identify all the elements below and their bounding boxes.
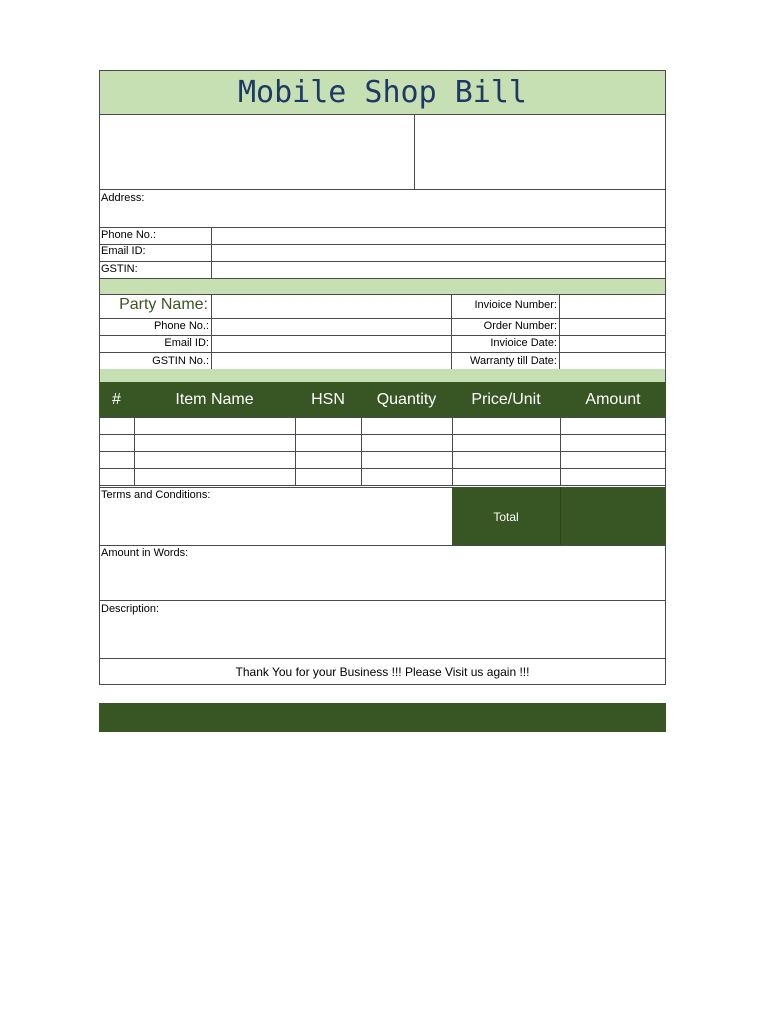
thank-you-row bbox=[99, 658, 666, 685]
row-price-cell[interactable] bbox=[452, 417, 561, 435]
terms-label: Terms and Conditions: bbox=[101, 489, 211, 501]
row-index-cell[interactable] bbox=[99, 417, 135, 435]
invoice-number-field[interactable] bbox=[559, 294, 666, 319]
thank-you-text: Thank You for your Business !!! Please Visit us again !!! bbox=[235, 664, 530, 679]
row-hsn-cell[interactable] bbox=[295, 434, 362, 452]
party-gstin-field[interactable] bbox=[211, 352, 452, 370]
row-amount-cell[interactable] bbox=[560, 434, 666, 452]
header-hsn: HSN bbox=[311, 391, 345, 408]
invoice-date-label: Invioice Date: bbox=[490, 337, 557, 349]
row-amount-cell[interactable] bbox=[560, 451, 666, 469]
shop-email-label: Email ID: bbox=[101, 245, 146, 257]
shop-phone-field[interactable] bbox=[211, 227, 666, 245]
order-number-label: Order Number: bbox=[483, 320, 557, 332]
row-item-name-cell[interactable] bbox=[134, 451, 296, 469]
shop-gstin-label: GSTIN: bbox=[101, 263, 138, 275]
bottom-band bbox=[99, 703, 666, 732]
row-amount-cell[interactable] bbox=[560, 417, 666, 435]
party-name-label: Party Name: bbox=[119, 296, 208, 313]
total-label-cell bbox=[452, 487, 560, 546]
row-item-name-cell[interactable] bbox=[134, 468, 296, 486]
header-amount: Amount bbox=[585, 391, 641, 408]
party-name-field[interactable] bbox=[211, 294, 452, 319]
total-value-cell[interactable] bbox=[560, 487, 666, 546]
row-hsn-cell[interactable] bbox=[295, 451, 362, 469]
row-index-cell[interactable] bbox=[99, 434, 135, 452]
row-quantity-cell[interactable] bbox=[361, 451, 453, 469]
invoice-date-field[interactable] bbox=[559, 335, 666, 353]
row-item-name-cell[interactable] bbox=[134, 417, 296, 435]
row-price-cell[interactable] bbox=[452, 434, 561, 452]
shop-name-box[interactable] bbox=[414, 114, 666, 190]
row-index-cell[interactable] bbox=[99, 451, 135, 469]
shop-address-row[interactable] bbox=[99, 189, 666, 228]
total-label: Total bbox=[493, 509, 519, 524]
row-price-cell[interactable] bbox=[452, 451, 561, 469]
separator-band-1 bbox=[99, 278, 666, 295]
header-quantity: Quantity bbox=[376, 391, 437, 408]
row-index-cell[interactable] bbox=[99, 468, 135, 486]
header-item-name: Item Name bbox=[175, 391, 254, 408]
row-hsn-cell[interactable] bbox=[295, 468, 362, 486]
order-number-field[interactable] bbox=[559, 318, 666, 336]
party-email-label: Email ID: bbox=[164, 337, 209, 349]
shop-phone-label: Phone No.: bbox=[101, 229, 157, 241]
separator-band-2 bbox=[99, 369, 666, 382]
shop-logo-box[interactable] bbox=[99, 114, 415, 190]
bill-title: Mobile Shop Bill bbox=[99, 70, 666, 115]
row-amount-cell[interactable] bbox=[560, 468, 666, 486]
header-index: # bbox=[112, 391, 121, 408]
row-hsn-cell[interactable] bbox=[295, 417, 362, 435]
amount-in-words-label: Amount in Words: bbox=[101, 547, 189, 559]
row-quantity-cell[interactable] bbox=[361, 417, 453, 435]
description-label: Description: bbox=[101, 603, 160, 615]
row-quantity-cell[interactable] bbox=[361, 434, 453, 452]
row-item-name-cell[interactable] bbox=[134, 434, 296, 452]
row-quantity-cell[interactable] bbox=[361, 468, 453, 486]
party-phone-field[interactable] bbox=[211, 318, 452, 336]
party-phone-label: Phone No.: bbox=[153, 320, 209, 332]
description-box[interactable] bbox=[99, 600, 666, 659]
warranty-date-field[interactable] bbox=[559, 352, 666, 370]
party-gstin-label: GSTIN No.: bbox=[152, 355, 209, 367]
shop-address-label: Address: bbox=[101, 192, 145, 204]
shop-email-field[interactable] bbox=[211, 244, 666, 262]
row-price-cell[interactable] bbox=[452, 468, 561, 486]
party-email-field[interactable] bbox=[211, 335, 452, 353]
warranty-date-label: Warranty till Date: bbox=[469, 355, 557, 367]
shop-gstin-field[interactable] bbox=[211, 261, 666, 279]
invoice-number-label: Invioice Number: bbox=[474, 299, 557, 311]
header-price-unit: Price/Unit bbox=[471, 391, 541, 408]
